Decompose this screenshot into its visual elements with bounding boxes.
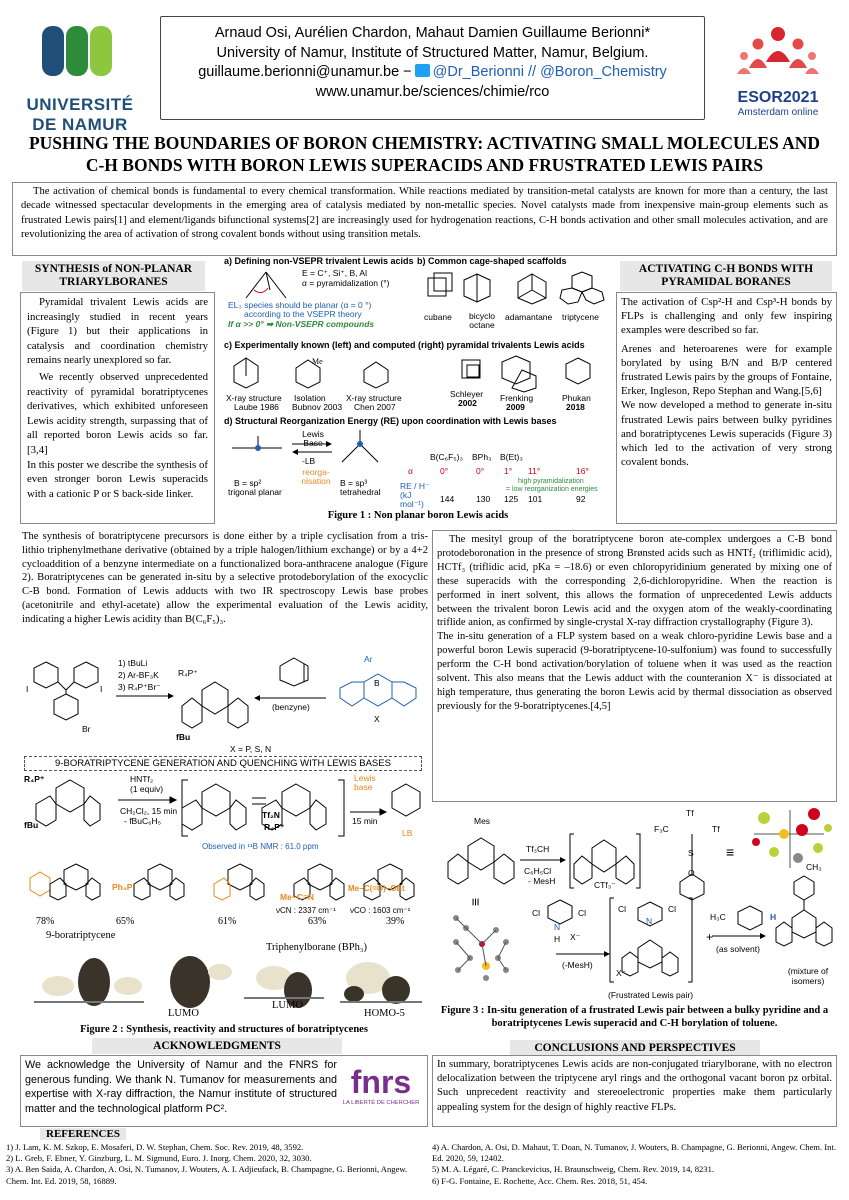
reference-6: 6) F-G. Fontaine, E. Rochette, Acc. Chem. Res. 2018, 51, 454. [432, 1175, 648, 1186]
fig2-br: Br [82, 724, 91, 734]
svg-text:Me: Me [312, 357, 323, 366]
fig2-lewis-base: Lewis base [354, 773, 376, 792]
figure-2 [20, 644, 428, 1036]
fig3-arrow-2 [556, 950, 612, 958]
fig2-lb-min: 15 min [352, 816, 378, 826]
fig2-boratriptycene-1 [180, 678, 250, 734]
fig1-c-item-2b: Bubnov 2003 [292, 402, 343, 412]
figure-2-caption: Figure 2 : Synthesis, reactivity and structures of boratriptycenes [80, 1024, 368, 1035]
references-heading: REFERENCES [40, 1128, 126, 1140]
fig3-h3c: H₃C [710, 912, 726, 922]
fig2-xps: X = P, S, N [230, 744, 272, 754]
fig1-c-item-4b: 2002 [458, 398, 477, 408]
affiliation: University of Namur, Institute of Structured Matter, Namur, Belgium. [216, 44, 649, 61]
unamur-logo [14, 22, 146, 134]
fig1-d-re-3: 125 [504, 494, 519, 504]
twitter-sep: // [523, 64, 541, 80]
fig3-c6h5cl: C₆H₅Cl [524, 866, 552, 876]
fig2-label-bph3: Triphenylborane (BPh₃) [266, 942, 367, 953]
fig2-r4p: R₄P⁺ [178, 668, 198, 678]
fig1-d-re-5: 92 [576, 494, 586, 504]
fig2-step2: 2) Ar-BF₃K [118, 670, 159, 680]
fig2-benzyne: (benzyne) [272, 702, 310, 712]
fig3-mes-boratriptycene [446, 828, 516, 890]
references-right [432, 1142, 837, 1187]
unamur-logo-mark [14, 22, 146, 90]
contact-line [161, 63, 704, 83]
fig1-d-col-1: B(C₆F₅)₃ [430, 452, 463, 462]
fig2-precursor [26, 654, 116, 726]
reference-2: 2) L. Greb, F. Ebner, Y. Ginzburg, L. M. Sigmund, Euro. J. Inorg. Chem. 2020, 32, 3030. [6, 1153, 312, 1164]
fig1-c-item-3a: X-ray structure [346, 393, 402, 403]
fig1-d-re-2: 130 [476, 494, 491, 504]
fig1-d-left2: trigonal planar [228, 487, 282, 497]
reference-1: 1) J. Lam, K. M. Szkop, E. Mosaferi, D. W. Stephan, Chem. Soc. Rev. 2019, 48, 3592. [6, 1142, 304, 1152]
right-body-box [432, 530, 837, 802]
fig1-d-right: B = sp³ [340, 478, 368, 488]
figure-1 [222, 256, 614, 528]
fig2-byp: - fBuC₆H₅ [124, 816, 162, 826]
esor-title: ESOR2021 [737, 89, 819, 106]
fig2-adduct-5: Me−C(=O)−OEt [348, 884, 405, 893]
fig3-mesh: - MesH [528, 876, 556, 886]
ack-text: We acknowledge the University of Namur and the FNRS for generous funding. We thank N. Tumanov for measurements and expertise with X-ray diffraction, the Namur institute of structured matter and the technological platform PC². [25, 1059, 337, 1115]
fig3-arrow-3 [712, 932, 768, 940]
fig3-mesh2: (-MesH) [562, 960, 593, 970]
fig2-ir-co: νCO : 1603 cm⁻¹ [350, 906, 411, 915]
fig2-adduct-2: Ph₃P [112, 882, 133, 892]
fig1-c-item-1a: X-ray structure [226, 393, 282, 403]
fig1-d-base: Lewis Base [302, 429, 324, 448]
twitter-icon [415, 64, 430, 77]
fig2-benzyne-icon [274, 656, 314, 688]
fig1-d-col-3: B(Et)₃ [500, 452, 523, 462]
fig3-s: S [688, 848, 694, 858]
esor-people-icon [733, 22, 823, 84]
synthesis-p2: We recently observed unprecedented reactivity of pyramidal boratriptycenes derivatives, which exhibited unforeseen Lewis acidity strength, surpassing that of all reported boron Lewis acids so far.[3,4] [27, 370, 208, 456]
synthesis-heading: SYNTHESIS of NON-PLANAR TRIARYLBORANES [22, 261, 205, 291]
fig2-yield-3: 61% [218, 916, 237, 927]
fig2-yield-4: 63% [308, 916, 327, 927]
fig2-b-label: B [374, 678, 380, 688]
poster-title: PUSHING THE BOUNDARIES OF BORON CHEMISTRY: ACTIVATING SMALL MOLECULES AND C-H BONDS WITH BORON LEWIS SUPERACIDS AND FRUSTRATED LEWIS PAIRS [28, 133, 821, 175]
fig3-as-solvent: (as solvent) [716, 944, 760, 954]
synthesis-p1: Pyramidal trivalent Lewis acids are increasingly studied in recent years (Figure 1) but their applications in catalysis and coordination chemistry remains nearly unexplored so far. [27, 296, 208, 367]
fig3-tf-top: Tf [686, 808, 694, 818]
fig2-x-label: X [374, 714, 380, 724]
fig1-b-adamantane: adamantane [505, 312, 553, 322]
activating-box [616, 292, 837, 524]
fig1-scaffolds [422, 270, 607, 308]
fig3-flp-label: (Frustrated Lewis pair) [608, 990, 694, 1000]
esor-subtitle: Amsterdam online [737, 107, 819, 118]
fig1-d-alpha-3: 1° [504, 466, 513, 476]
fig2-yield-5: 39% [386, 916, 405, 927]
fig1-b-cubane: cubane [424, 312, 452, 322]
fig3-h: H [554, 934, 561, 944]
left-body-text: The synthesis of boratriptycene precursors is done either by a triple cyclisation from a tris-lithio triphenylmethane derivative (obtained by a triple halogen/lithium exchange) or by a 4+2 cycloaddition of a benzyne intermediate on a functionalized bora-anthracene analogue (Figure 2). Boratriptycenes can be generated in-situ by a selective protodeborylation of the exocyclic C-B bond. Formation of Lewis adducts with two IR spectroscopy Lewis base probes (acetonitrile and ethyl-acetate) allow the experimental evaluation of the Lewis acidity, indicating a higher Lewis acidity than B(C₆F₅)₃. [22, 531, 428, 625]
fig1-c-structures [226, 352, 611, 394]
fig2-ir-cn: νCN : 2337 cm⁻¹ [276, 906, 336, 915]
fig2-i-left: I [26, 684, 29, 694]
fig1-d-re-4: 101 [528, 494, 543, 504]
fig3-tf3ch: Tf₃CH [526, 844, 550, 854]
fig1-d-right2: tetrahedral [340, 487, 381, 497]
fig1-c-item-3b: Chen 2007 [354, 402, 396, 412]
fig3-cl-2: Cl [578, 908, 587, 918]
fig2-step1: 1) tBuLi [118, 658, 148, 668]
fig2-yield-2: 65% [116, 916, 135, 927]
fig3-ctf3: CTf₃⁻ [594, 880, 616, 890]
reference-5: 5) M. A. Légaré, C. Pranckevicius, H. Braunschweig, Chem. Rev. 2019, 14, 8231. [432, 1164, 715, 1175]
fig1-a-planar: EL₃ species should be planar (α = 0 °) [228, 300, 372, 310]
fig2-orbital-3: HOMO-5 [364, 1008, 405, 1019]
twitter-handle-2[interactable]: @Boron_Chemistry [540, 64, 667, 80]
ack-box [20, 1055, 428, 1127]
fig2-orbital-1: LUMO [168, 1008, 199, 1019]
fig1-d-alpha-5: 16° [576, 466, 589, 476]
fig2-step3: 3) R₄P⁺Br⁻ [118, 682, 161, 692]
conclusions-box [432, 1055, 837, 1127]
unamur-name-1: UNIVERSITÉ [26, 95, 134, 114]
conclusions-heading: CONCLUSIONS AND PERSPECTIVES [510, 1040, 760, 1056]
fig2-solv: CH₂Cl₂, 15 min [120, 806, 178, 816]
fig3-o: O [688, 868, 695, 878]
intro-text: The activation of chemical bonds is fundamental to every chemical transformation. While reactions mediated by transition-metal catalysts are known for more than a century, the last decade witnessed spectacular developments in the emerging area of catalysis mediated by non-metallic species. Novel catalysts made from inexpensive main-group elements such as frustrated Lewis pairs[1] and element/ligands bifunctional systems[2] are increasingly used for hydrogenation reactions, C-H bonds activation and other small molecules activation, and are revolutionizing the area of activation of strong covalent bonds without using transition metals. [21, 186, 828, 241]
synthesis-p3: In this poster we describe the synthesis of even stronger boron Lewis superacids with a cationic P or S back-side linker. [27, 458, 208, 500]
fig1-c-item-5b: 2009 [506, 402, 525, 412]
fig1-c-title: c) Experimentally known (left) and computed (right) pyramidal trivalents Lewis acids [224, 340, 585, 350]
fig1-d-alpha-1: 0° [440, 466, 449, 476]
website-link[interactable]: www.unamur.be/sciences/chimie/rco [315, 83, 550, 100]
fig3-n-1: N [554, 922, 561, 932]
left-body-box [20, 530, 428, 642]
authors: Arnaud Osi, Aurélien Chardon, Mahaut Damien Guillaume Berionni* [214, 25, 651, 41]
fig1-a-if: If α >> 0° ➡ Non-VSEPR compounds [228, 319, 375, 329]
fig1-d-col-2: BPh₃ [472, 452, 492, 462]
fig3-vert-equiv: ≡ [468, 897, 485, 907]
fig1-b-triptycene: triptycene [562, 312, 599, 322]
fig1-c-item-1b: Laube 1986 [234, 402, 279, 412]
fig1-c-item-6a: Phukan [562, 393, 591, 403]
fig2-orbital-renderings [24, 942, 424, 1016]
fig1-a-planar2: according to the VSEPR theory [244, 309, 362, 319]
fig1-d-re-1: 144 [440, 494, 455, 504]
fig2-i-right: I [100, 684, 103, 694]
fig3-cl-1: Cl [532, 908, 541, 918]
fig1-c-item-6b: 2018 [566, 402, 585, 412]
fig3-equiv-sign: ≡ [726, 844, 735, 860]
fig1-d-left: B = sp² [234, 478, 262, 488]
fig3-xray-structure-2 [446, 908, 520, 986]
fig2-yield-1: 78% [36, 916, 55, 927]
email-link[interactable]: guillaume.berionni@unamur.be [198, 64, 400, 80]
fig3-plus: + [706, 930, 714, 944]
fig1-d-title: d) Structural Reorganization Energy (RE) upon coordination with Lewis bases [224, 416, 557, 426]
esor-logo [728, 22, 828, 128]
ack-heading: ACKNOWLEDGMENTS [92, 1038, 342, 1054]
synthesis-box [20, 292, 215, 524]
fig2-r4p-2: R₄P⁺ [24, 774, 45, 784]
fig2-equiv: (1 equiv) [130, 784, 164, 794]
fig3-ch3: CH₃ [806, 862, 822, 872]
fig2-banner: 9-BORATRIPTYCENE GENERATION AND QUENCHING WITH LEWIS BASES [24, 756, 422, 771]
reference-3: 3) A. Ben Saida, A. Chardon, A. Osi, N. Tumanov, J. Wouters, A. I. Adjieufack, B. Champagne, G. Berionni, Angew. Chem. Int. Ed. 2019, 58, 16889. [6, 1164, 408, 1186]
fig1-d-re-label: RE / H⁻ (kJ mol⁻¹) [400, 481, 430, 509]
fig1-d-alpha-label: α [408, 466, 413, 476]
fig1-d-low: = low reorganization energies [506, 486, 598, 493]
references-left [6, 1142, 426, 1187]
fig2-label-bt: 9-boratriptycene [46, 930, 116, 941]
intro-box [12, 182, 837, 256]
fig3-xm-2: X⁻ [616, 968, 627, 978]
fig2-orbital-2: LUMO [272, 1000, 303, 1011]
fig2-r4p-3: R₄P⁺ [264, 822, 285, 832]
fig3-chloropyridinium [540, 898, 580, 928]
fig3-cl-3: Cl [618, 904, 627, 914]
figure-3-caption: Figure 3 : In-situ generation of a frustrated Lewis pair between a bulky pyridine and a boratriptycenes Lewis superacid and C-H borylation of toluene. [440, 1005, 829, 1029]
unamur-name-2: DE NAMUR [32, 115, 128, 134]
fig2-lb: LB [402, 828, 413, 838]
fig1-d-reorg: reorga-nisation [301, 467, 331, 486]
activating-p1: The activation of Csp²-H and Csp³-H bonds by FLPs is challenging and only few inspiring examples were described so far. [621, 296, 832, 337]
fig2-arrow-2 [254, 694, 334, 702]
fig1-a-title: a) Defining non-VSEPR trivalent Lewis acids [224, 256, 414, 266]
fig2-tbu-2: fBu [24, 820, 39, 830]
figure-1-caption: Figure 1 : Non planar boron Lewis acids [327, 510, 509, 521]
activating-p3: We now developed a method to generate in-situ frustrated Lewis pairs between bulky pyridines and boratriptycenes Lewis superacids (Figure 3) which led to the activation of very strong covalent bonds. [621, 399, 832, 469]
fig2-ar: Ar [364, 654, 373, 664]
fig3-mes: Mes [474, 816, 491, 826]
fig1-b-title: b) Common cage-shaped scaffolds [417, 256, 567, 266]
fnrs-tagline: LA LIBERTÉ DE CHERCHER [342, 1100, 420, 1106]
fig3-product [768, 870, 836, 960]
fig3-xm-1: X⁻ [570, 932, 581, 942]
fig3-f3c: F₃C [654, 824, 669, 834]
fig1-d-alpha-2: 0° [476, 466, 485, 476]
fig1-c-item-5a: Frenking [500, 393, 534, 403]
fig2-tbu: fBu [176, 732, 191, 742]
fig1-b-bicyclo: bicyclo octane [469, 311, 495, 330]
fig2-tf2n: Tf₂N [262, 810, 280, 820]
fig1-c-item-2a: Isolation [294, 393, 326, 403]
fig3-cl-4: Cl [668, 904, 677, 914]
fig1-c-item-4a: Schleyer [450, 389, 484, 399]
fig1-a-eq2: α = pyramidalization (°) [302, 278, 390, 288]
fig3-n-2: N [646, 916, 653, 926]
activating-p2: Arenes and heteroarenes were for example borylated by using B/N and B/P centered frustrated Lewis pairs by the groups of Fontaine, Erker, Ingleson, Repo Stephan and Wang.[5,6] [621, 342, 832, 398]
twitter-handle-1[interactable]: @Dr_Berionni [432, 64, 524, 80]
fig2-arrow-1 [116, 692, 176, 700]
fig3-tf-right: Tf [712, 824, 720, 834]
fig1-d-high: high pyramidalization [518, 478, 584, 485]
fnrs-logo [341, 1064, 421, 1106]
right-body-2: The in-situ generation of a FLP system based on a weak chloro-pyridine Lewis base and a powerful boron Lewis superacid (9-boratriptycene-10-sulfonium) was found to successfully perform the C-H bond activation/borylation of toluene when it was used as the reaction solvent. This also means that the Lewis adduct with the counteranion X⁻ is dissociated at high temperature, thus generating the boron Lewis acid by thermal dissociation as observed previously for the 9-boratriptycenes.[4,5] [437, 631, 832, 712]
fig2-hntf2: HNTf₂ [130, 774, 154, 784]
fnrs-wordmark: fnrs [350, 1064, 412, 1100]
fig1-d-alpha-4: 11° [528, 466, 541, 476]
activating-heading: ACTIVATING C-H BONDS WITH PYRAMIDAL BORANES [620, 261, 832, 291]
figure-3 [432, 804, 837, 1036]
reference-4: 4) A. Chardon, A. Osi, D. Mahaut, T. Doan, N. Tumanov, J. Wouters, B. Champagne, G. Berionni, Angew. Chem. Int. Ed. 2020, 59, 12402. [432, 1142, 836, 1164]
fig3-xray-structure [744, 804, 836, 874]
fig2-adduct-4: Me−C≡N [280, 892, 315, 902]
fig2-nmr: Observed in ¹¹B NMR : 61.0 ppm [202, 842, 319, 851]
conclusions-text: In summary, boratriptycenes Lewis acids are non-conjugated triarylborane, with no electron delocalization between the triptycene aryl rings and the orthogonal vacant boron pz orbital. Such unprecedent reactivity and stereoelectronic properties make them particularly appealing system for the design of highly reactive FLPs. [437, 1059, 832, 1113]
right-body-1: The mesityl group of the boratriptycene boron ate-complex undergoes a C-B bond protodeboronation in the presence of strong Brønsted acids such as HNTf₂ (triflimidic acid), HCTf₃ (triflidic acid, pKa = –18.6) or even chloropyridinium generated by mixing one of these superacids with the corresponding 2,6-dichloropyridine. When the reaction is performed in inert solvent, this allows the formation of unprecedented Lewis adducts between the trivalent boron Lewis acid and the oxygen atom of the weakly-coordinating triflide anion, as confirmed by single-crystal X-ray diffraction crystallography (Figure 3). [437, 534, 832, 629]
fig1-a-eq1: E = C⁺, Si⁺, B, Al [302, 268, 367, 278]
fig3-isomers: (mixture of isomers) [787, 966, 829, 986]
twitter-dash: − [399, 64, 412, 80]
fig3-toluene [730, 904, 770, 934]
fig3-arrow-1 [520, 856, 568, 864]
fig3-h-2: H [770, 912, 777, 922]
author-block [160, 16, 705, 120]
fig1-d-minus: -LB [302, 456, 316, 466]
